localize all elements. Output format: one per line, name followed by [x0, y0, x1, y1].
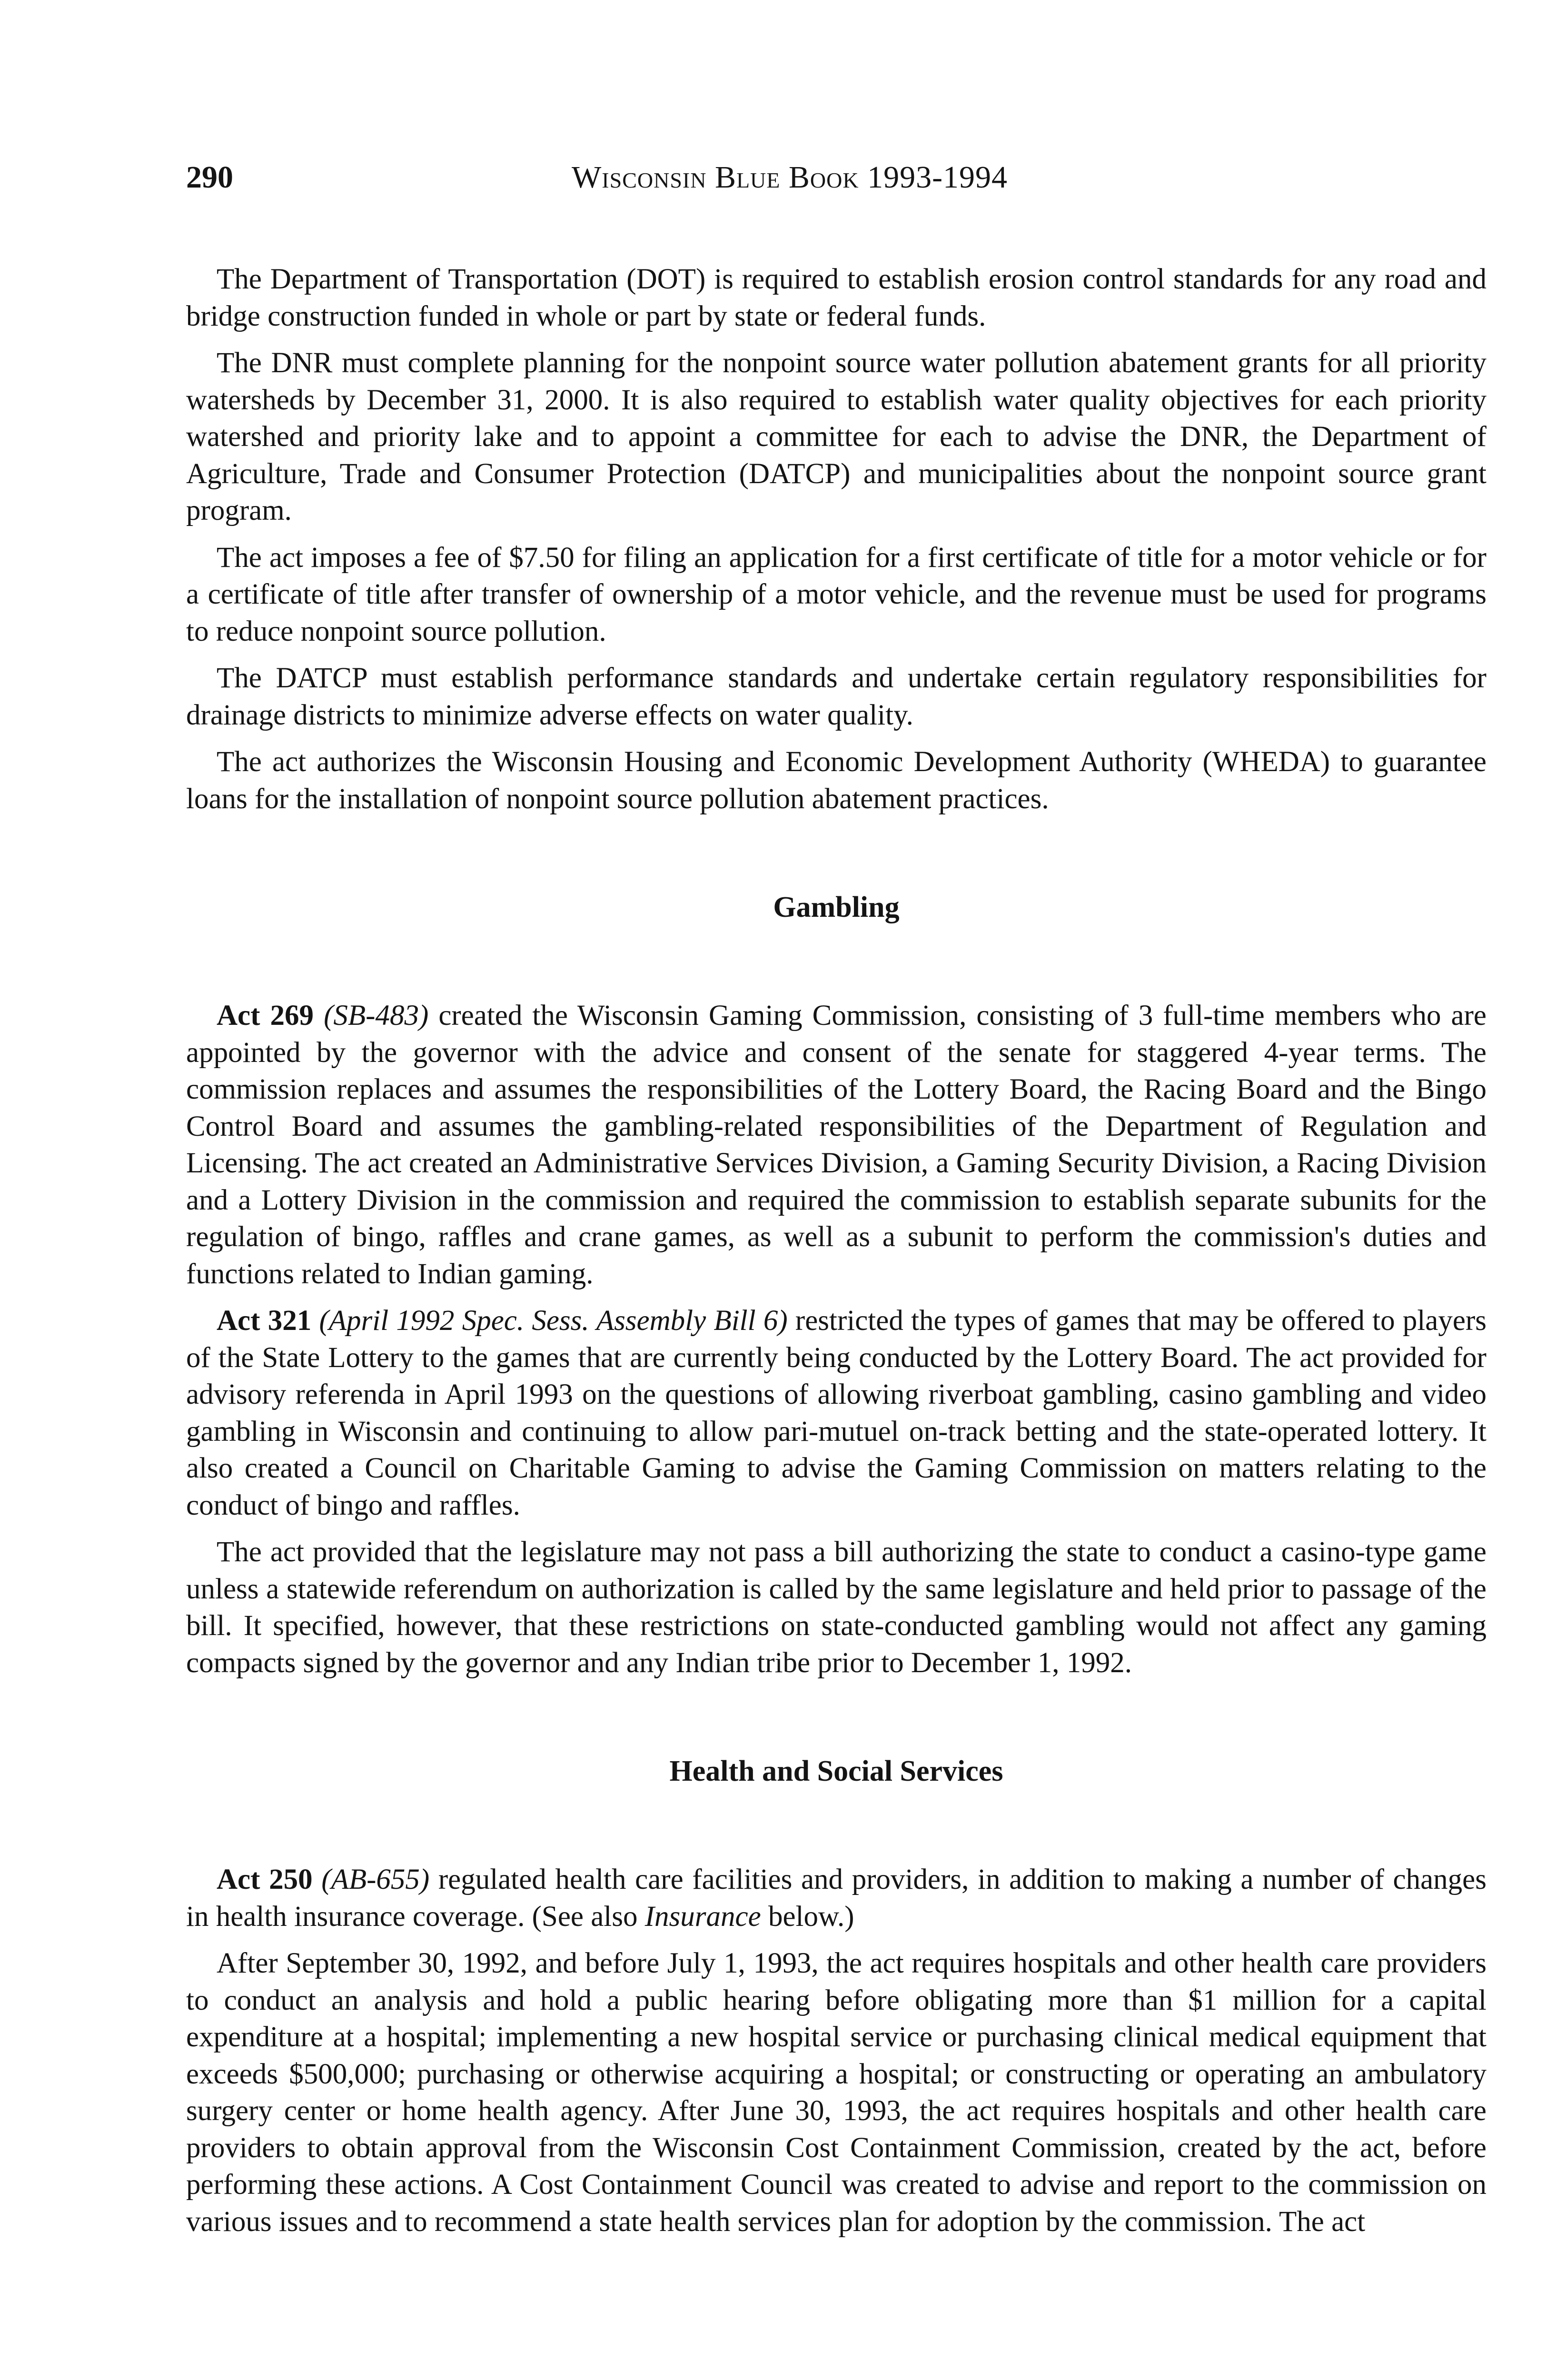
paragraph-text: restricted the types of games that may be offered to players of the State Lottery to the games that are currently being conducted by the Lottery Board. The act provided for advisory referenda in April 1993 on the questions of allowing riverboat gambling, casino gambling and video gambling in Wisconsin and continuing to allow pari-mutuel on-track betting and the state-operated lottery. It also created a Council on Charitable Gaming to advise the Gaming Commission on matters relating to the conduct of bingo and raffles.	[186, 1305, 1487, 1521]
paragraph-wheda-loans: The act authorizes the Wisconsin Housing and Economic Development Authority (WHEDA) to guarantee loans for the installation of nonpoint source pollution abatement practices.	[186, 746, 1487, 815]
book-page	[186, 162, 1487, 2250]
act-number: Act 321	[217, 1305, 312, 1337]
paragraph-title-fee: The act imposes a fee of $7.50 for filing an application for a first certificate of title for a motor vehicle or for a certificate of title after transfer of ownership of a motor vehicle, and the revenue must be used for programs to reduce nonpoint source pollution.	[186, 541, 1487, 647]
act-number: Act 250	[217, 1864, 313, 1895]
heading-health-social-services: Health and Social Services	[669, 1755, 1003, 1787]
body-text	[186, 261, 1487, 2240]
bill-reference: (AB-655)	[321, 1864, 430, 1895]
paragraph-act-250	[186, 1861, 1487, 1935]
paragraph-datcp-standards: The DATCP must establish performance standards and undertake certain regulatory responsibilities for drainage districts to minimize adverse effects on water quality.	[186, 662, 1487, 731]
paragraph-referendum: The act provided that the legislature may not pass a bill authorizing the state to conduct a casino-type game unless a statewide referendum on authorization is called by the same legislature and held prior to passage of the bill. It specified, however, that these restrictions on state-conducted gambling would not affect any gaming compacts signed by the governor and any Indian tribe prior to December 1, 1992.	[186, 1536, 1487, 1679]
paragraph-text: created the Wisconsin Gaming Commission, consisting of 3 full-time members who are appointed by the governor with the advice and consent of the senate for staggered 4-year terms. The commission replaces and assumes the responsibilities of the Lottery Board, the Racing Board and the Bingo Control Board and assumes the gambling-related responsibilities of the Department of Regulation and Licensing. The act created an Administrative Services Division, a Gaming Security Division, a Racing Division and a Lottery Division in the commission and required the commission to establish separate subunits for the regulation of bingo, raffles and crane games, as well as a subunit to perform the commission's duties and functions related to Indian gaming.	[186, 1000, 1487, 1290]
heading-gambling: Gambling	[773, 891, 900, 923]
paragraph-act-269	[186, 997, 1487, 1292]
book-title-name: Wisconsin Blue Book	[572, 160, 859, 195]
see-also-reference: Insurance	[644, 1900, 761, 1933]
paragraph-dnr-planning: The DNR must complete planning for the nonpoint source water pollution abatement grants for all priority watersheds by December 31, 2000. It is also required to establish water quality objectives for each priority watershed and priority lake and to appoint a committee for each to advise the DNR, the Department of Agriculture, Trade and Consumer Protection (DATCP) and municipalities about the nonpoint source grant program.	[186, 347, 1487, 526]
act-number: Act 269	[217, 1000, 314, 1031]
paragraph-dot-erosion: The Department of Transportation (DOT) is required to establish erosion control standards for any road and bridge construction funded in whole or part by state or federal funds.	[186, 263, 1487, 332]
bill-reference: (April 1992 Spec. Sess. Assembly Bill 6)	[319, 1305, 788, 1337]
paragraph-text: regulated health care facilities and providers, in addition to making a number of changes in health insurance coverage. (See also	[186, 1864, 1487, 1933]
book-title	[572, 162, 1008, 193]
page-number: 290	[186, 160, 233, 195]
paragraph-text-end: below.)	[761, 1900, 854, 1933]
running-head	[186, 162, 1487, 209]
book-title-years: 1993-1994	[867, 160, 1008, 195]
paragraph-capital-expenditure: After September 30, 1992, and before July 1, 1993, the act requires hospitals and other health care providers to conduct an analysis and hold a public hearing before obligating more than $1 million for a capital expenditure at a hospital; implementing a new hospital service or purchasing clinical medical equipment that exceeds $500,000; purchasing or otherwise acquiring a hospital; or constructing or operating an ambulatory surgery center or home health agency. After June 30, 1993, the act requires hospitals and other health care providers to obtain approval from the Wisconsin Cost Containment Commission, created by the act, before performing these actions. A Cost Containment Council was created to advise and report to the commission on various issues and to recommend a state health services plan for adoption by the commission. The act	[186, 1947, 1487, 2238]
bill-reference: (SB-483)	[324, 1000, 429, 1031]
paragraph-act-321	[186, 1302, 1487, 1524]
